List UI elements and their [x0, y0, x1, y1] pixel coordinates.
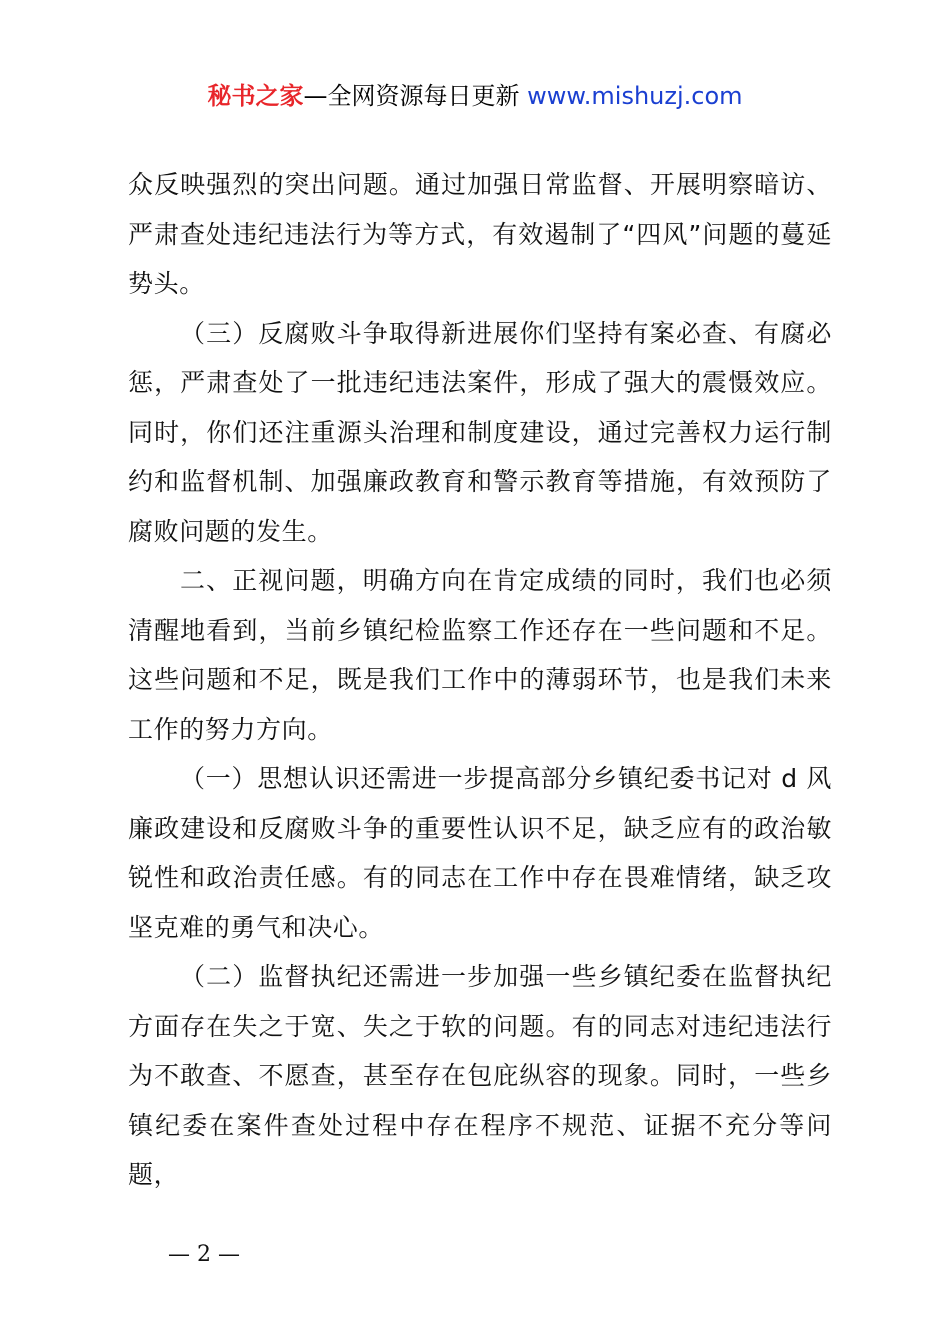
header-tagline: —全网资源每日更新 [303, 82, 528, 110]
paragraph-subsection-2: （二）监督执纪还需进一步加强一些乡镇纪委在监督执纪方面存在失之于宽、失之于软的问题。有的同志对违纪违法行为不敢查、不愿查，甚至存在包庇纵容的现象。同时，一些乡镇纪委在案件查处过程中存在程序不规范、证据不充分等问题， [128, 962, 832, 1189]
paragraph-subsection-1: （一）思想认识还需进一步提高部分乡镇纪委书记对 d 风廉政建设和反腐败斗争的重要性认识不足，缺乏应有的政治敏锐性和政治责任感。有的同志在工作中存在畏难情绪，缺乏攻坚克难的勇气和决心。 [128, 764, 832, 942]
site-header [0, 76, 950, 116]
paragraph-section-3: （三）反腐败斗争取得新进展你们坚持有案必查、有腐必惩，严肃查处了一批违纪违法案件，形成了强大的震慑效应。同时，你们还注重源头治理和制度建设，通过完善权力运行制约和监督机制、加强廉政教育和警示教育等措施，有效预防了腐败问题的发生。 [128, 318, 832, 546]
header-brand: 秘书之家 [207, 82, 304, 110]
paragraph-continuation: 众反映强烈的突出问题。通过加强日常监督、开展明察暗访、严肃查处违纪违法行为等方式，有效遏制了“四风”问题的蔓延势头。 [128, 170, 832, 298]
header-site-url[interactable]: www.mishuzj.com [527, 82, 743, 110]
document-body [128, 160, 832, 1200]
page-number: — 2 — [168, 1242, 240, 1267]
paragraph-part-2-heading: 二、正视问题，明确方向在肯定成绩的同时，我们也必须清醒地看到，当前乡镇纪检监察工作还存在一些问题和不足。这些问题和不足，既是我们工作中的薄弱环节，也是我们未来工作的努力方向。 [128, 566, 832, 744]
